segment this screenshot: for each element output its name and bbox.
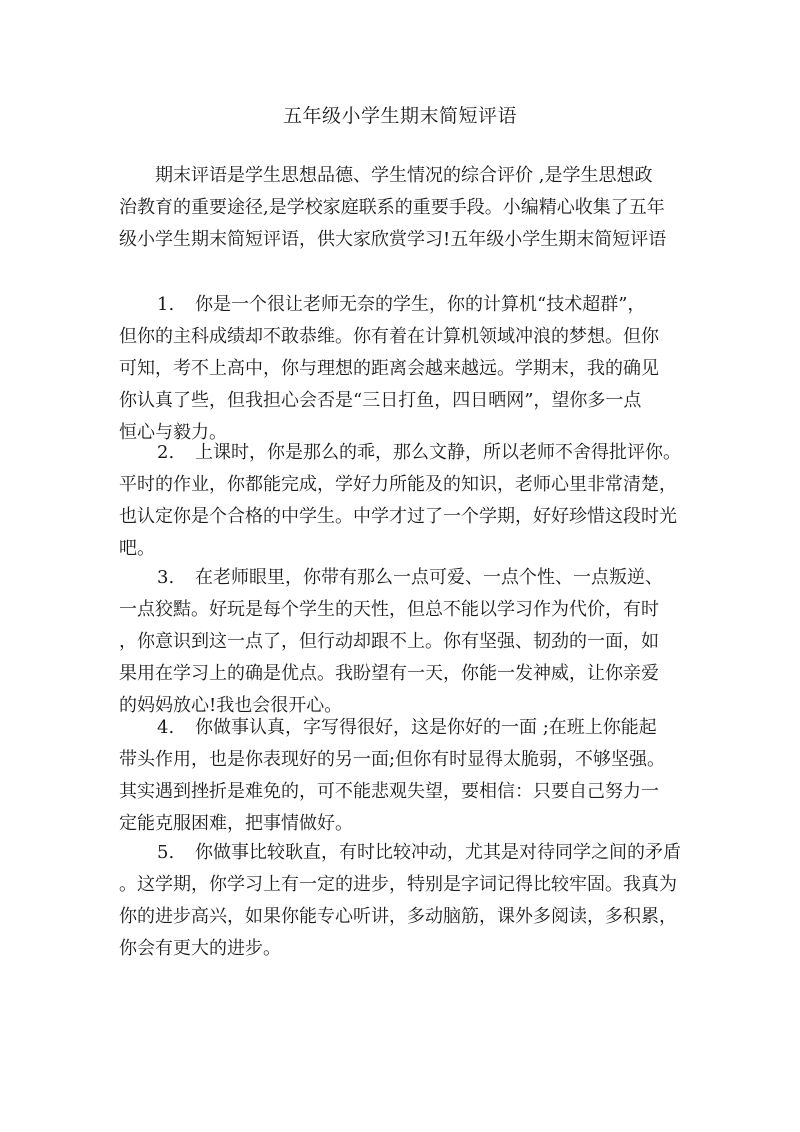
comment-item-5 [119,837,689,965]
item-line: 你是一个很让老师无奈的学生，你的计算机“技术超群”， [195,294,646,315]
item-line: 你认真了些，但我担心会否是“三日打鱼，四日晒网”，望你多一点 [119,390,642,411]
item-line: 但你的主科成绩却不敢恭维。你有着在计算机领域冲浪的梦想。但你 [119,326,659,347]
item-line: ，你意识到这一点了，但行动却跟不上。你有坚强、韧劲的一面，如 [119,631,659,652]
intro-line: 治教育的重要途径,是学校家庭联系的重要手段。小编精心收集了五年 [119,197,665,218]
item-line: 在老师眼里，你带有那么一点可爱、一点个性、一点叛逆、 [195,567,663,588]
item-number: 2. [157,442,175,463]
item-line: 一点狡黠。好玩是每个学生的天性，但总不能以学习作为代价，有时 [119,599,659,620]
item-line: 可知，考不上高中，你与理想的距离会越来越远。学期末，我的确见 [119,358,659,379]
item-line: 吧。 [119,538,155,559]
item-number: 4. [157,717,175,738]
item-line: 带头作用，也是你表现好的另一面;但你有时显得太脆弱，不够坚强。 [119,749,666,770]
item-line: 你做事比较耿直，有时比较冲动，尤其是对待同学之间的矛盾 [195,842,681,863]
item-line: 你的进步高兴，如果你能专心听讲，多动脑筋，课外多阅读，多积累， [119,906,677,927]
item-line: 的妈妈放心!我也会很开心。 [119,695,343,716]
comment-item-1 [119,289,689,449]
item-line: 平时的作业，你都能完成，学好力所能及的知识，老师心里非常清楚， [119,474,677,495]
item-number: 5. [157,842,175,863]
intro-paragraph [119,160,689,256]
item-number: 3. [157,567,175,588]
item-line: 也认定你是个合格的中学生。中学才过了一个学期，好好珍惜这段时光 [119,506,677,527]
intro-line: 期末评语是学生思想品德、学生情况的综合评价 ,是学生思想政 [155,165,653,186]
comment-item-3 [119,562,689,722]
item-line: 其实遇到挫折是难免的，可不能悲观失望，要相信：只要自己努力一 [119,781,659,802]
comment-item-2 [119,437,689,565]
item-line: 你会有更大的进步。 [119,938,281,959]
intro-line: 级小学生期末简短评语，供大家欣赏学习!五年级小学生期末简短评语 [119,229,667,250]
document-title: 五年级小学生期末简短评语 [282,105,517,127]
item-line: 恒心与毅力。 [119,422,227,443]
item-line: 。这学期，你学习上有一定的进步，特别是字词记得比较牢固。我真为 [119,874,677,895]
item-line: 上课时，你是那么的乖，那么文静，所以老师不舍得批评你。 [195,442,681,463]
item-line: 果用在学习上的确是优点。我盼望有一天，你能一发神威，让你亲爱 [119,663,659,684]
item-line: 你做事认真，字写得很好，这是你好的一面 ;在班上你能起 [195,717,657,738]
comment-item-4 [119,712,689,840]
item-number: 1. [157,294,175,315]
item-line: 定能克服困难，把事情做好。 [119,813,353,834]
